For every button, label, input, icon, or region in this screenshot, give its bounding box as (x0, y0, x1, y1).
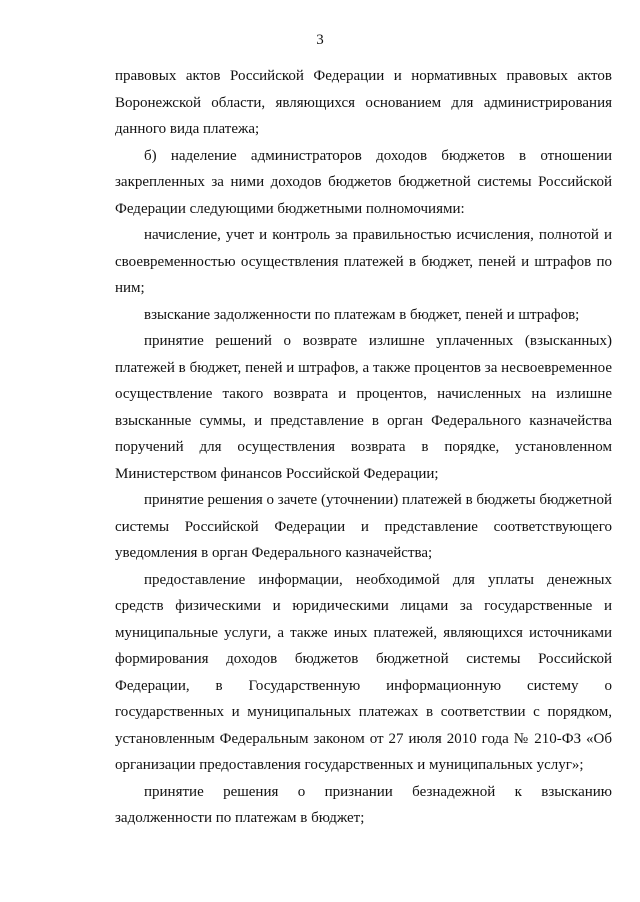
page-number: 3 (316, 32, 324, 48)
paragraph-bad-debt-decision: принятие решения о признании безнадежной к взысканию задолженности по платежам в бюджет; (115, 783, 612, 826)
paragraph-refund-decisions: принятие решений о возврате излишне уплаченных (взысканных) платежей в бюджет, пеней и штрафов, а также процентов за несвоевременное осуществление такого возврата и процентов, начисленных на излишне взысканные суммы, и представление в орган Федерального казначейства поручений для осуществления возврата в порядке, установленном Министерством финансов Российской Федерации; (115, 333, 612, 482)
paragraph-debt-collection: взыскание задолженности по платежам в бюджет, пеней и штрафов; (144, 306, 580, 323)
paragraph-offset-decision: принятие решения о зачете (уточнении) платежей в бюджеты бюджетной системы Российской Федерации и представление соответствующего уведомления в орган Федерального казначейства; (115, 492, 612, 561)
document-body (115, 63, 612, 832)
paragraph-information-provision: предоставление информации, необходимой для уплаты денежных средств физическими и юридическими лицами за государственные и муниципальные услуги, а также иных платежей, являющихся источниками формирования доходов бюджетов бюджетной системы Российской Федерации, в Государственную информационную систему о государственных и муниципальных платежах в соответствии с порядком, установленным Федеральным законом от 27 июля 2010 года № 210-ФЗ «Об организации предоставления государственных и муниципальных услуг»; (115, 571, 612, 773)
paragraph-item-b: б) наделение администраторов доходов бюджетов в отношении закрепленных за ними доходов бюджетов бюджетной системы Российской Федерации следующими бюджетными полномочиями: (115, 147, 612, 217)
paragraph-continuation: правовых актов Российской Федерации и нормативных правовых актов Воронежской области, являющихся основанием для администрирования данного вида платежа; (115, 68, 612, 137)
paragraph-accrual: начисление, учет и контроль за правильностью исчисления, полнотой и своевременностью осуществления платежей в бюджет, пеней и штрафов по ним; (115, 227, 612, 296)
